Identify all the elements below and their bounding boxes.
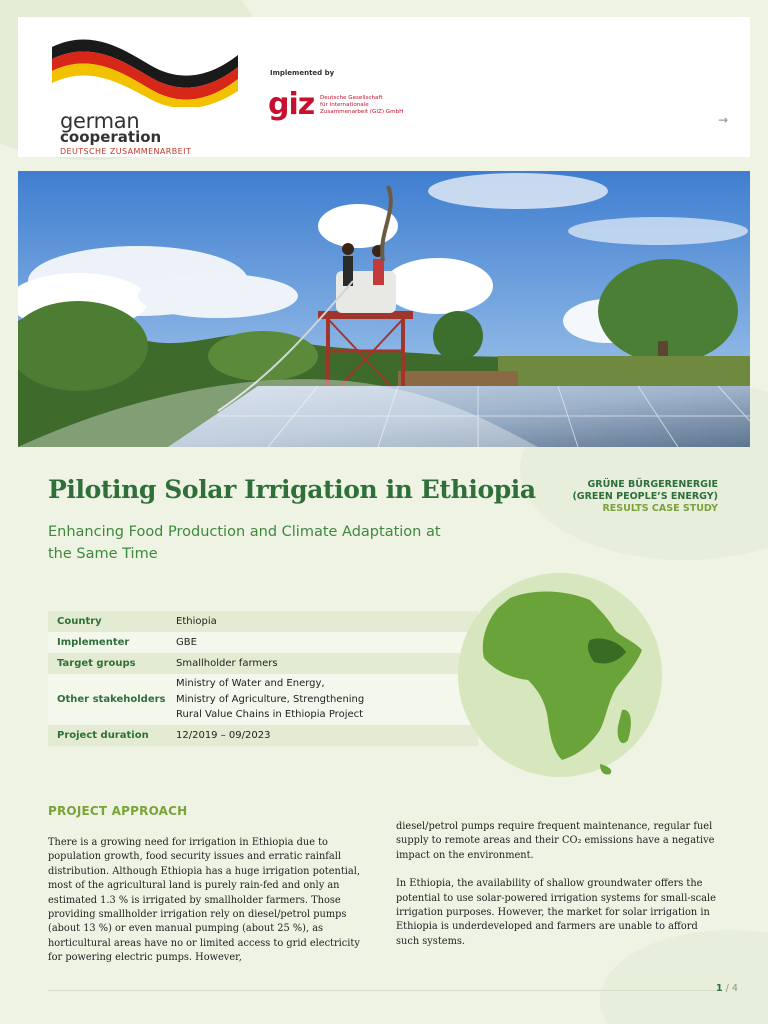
implemented-by-label: Implemented by xyxy=(270,69,335,77)
logo-german-text: german xyxy=(60,109,140,133)
fact-value xyxy=(176,656,478,672)
series-line-1: GRÜNE BÜRGERENERGIE xyxy=(587,479,718,490)
german-flag-ribbon-icon xyxy=(50,37,240,107)
fact-value-line: Ethiopia xyxy=(176,615,217,627)
fact-value-line: Smallholder farmers xyxy=(176,657,278,669)
fact-value-line: 12/2019 – 09/2023 xyxy=(176,729,271,741)
body-column-left xyxy=(48,836,368,966)
page-total: 4 xyxy=(731,983,738,994)
giz-line: für Internationale xyxy=(320,101,369,108)
fact-row-other-stakeholders xyxy=(48,674,478,725)
fact-value xyxy=(176,614,478,630)
footer-divider xyxy=(48,990,720,991)
africa-globe-map-icon xyxy=(450,570,670,790)
fact-row-project-duration xyxy=(48,725,478,746)
project-facts-table xyxy=(48,611,478,746)
logo-deutsche-text: DEUTSCHE ZUSAMMENARBEIT xyxy=(60,147,192,156)
fact-label: Implementer xyxy=(57,637,130,648)
page-separator: / xyxy=(725,983,729,994)
body-column-right xyxy=(396,820,716,949)
fact-label: Target groups xyxy=(57,658,136,669)
page-subtitle: Enhancing Food Production and Climate Adaptation at the Same Time xyxy=(48,524,441,562)
body-paragraph: There is a growing need for irrigation in Ethiopia due to population growth, food security issues and erratic rainfall distribution. Although Ethiopia has a huge irrigation potential, most of the agricultural land is purely rain-fed and only an estimated 1.3 % is irrigated by smallholder farmers. Those providing smallholder irrigation rely on diesel/petrol pumps (about 13 %) or even manual pumping (about 25 %), as horticultural areas have no or limited access to grid electricity for powering electric pumps. However, xyxy=(48,837,360,964)
fact-label: Other stakeholders xyxy=(57,694,166,705)
giz-line: Zusammenarbeit (GIZ) GmbH xyxy=(320,108,404,115)
page-current: 1 xyxy=(716,983,723,994)
fact-value xyxy=(176,635,478,651)
fact-value-line: Rural Value Chains in Ethiopia Project xyxy=(176,709,364,721)
fact-value xyxy=(176,728,478,744)
series-tag xyxy=(572,479,718,515)
body-paragraph: In Ethiopia, the availability of shallow groundwater offers the potential to use solar-powered irrigation systems for small-scale irrigation purposes. However, the market for solar irrigation in Ethiopia is underdeveloped and farmers are unable to afford such systems. xyxy=(396,878,716,947)
section-heading-project-approach: PROJECT APPROACH xyxy=(48,804,188,818)
hero-photo xyxy=(18,171,750,447)
fact-row-target-groups xyxy=(48,653,478,674)
german-cooperation-logo xyxy=(50,37,240,157)
series-line-3: RESULTS CASE STUDY xyxy=(602,503,718,514)
page-number xyxy=(716,983,738,994)
solar-irrigation-photo xyxy=(18,171,750,447)
fact-label: Project duration xyxy=(57,730,149,741)
arrow-right-icon[interactable]: → xyxy=(718,113,729,127)
page-title: Piloting Solar Irrigation in Ethiopia xyxy=(48,475,536,504)
fact-value xyxy=(176,676,478,723)
fact-value-line: Ministry of Agriculture, Strengthening xyxy=(176,693,365,705)
fact-value-line: Ministry of Water and Energy, xyxy=(176,678,325,690)
fact-value-line: GBE xyxy=(176,636,197,648)
fact-row-country xyxy=(48,611,478,632)
logo-cooperation-text: cooperation xyxy=(60,128,162,146)
fact-row-implementer xyxy=(48,632,478,653)
giz-full-name xyxy=(320,95,440,115)
series-line-2: (GREEN PEOPLE’S ENERGY) xyxy=(572,491,718,502)
giz-mark: giz xyxy=(268,87,315,122)
header-card xyxy=(18,17,750,157)
fact-label: Country xyxy=(57,616,102,627)
body-paragraph: diesel/petrol pumps require frequent maintenance, regular fuel supply to remote areas and their CO₂ emissions have a negative impact on the environment. xyxy=(396,821,715,861)
giz-line: Deutsche Gesellschaft xyxy=(320,95,383,101)
